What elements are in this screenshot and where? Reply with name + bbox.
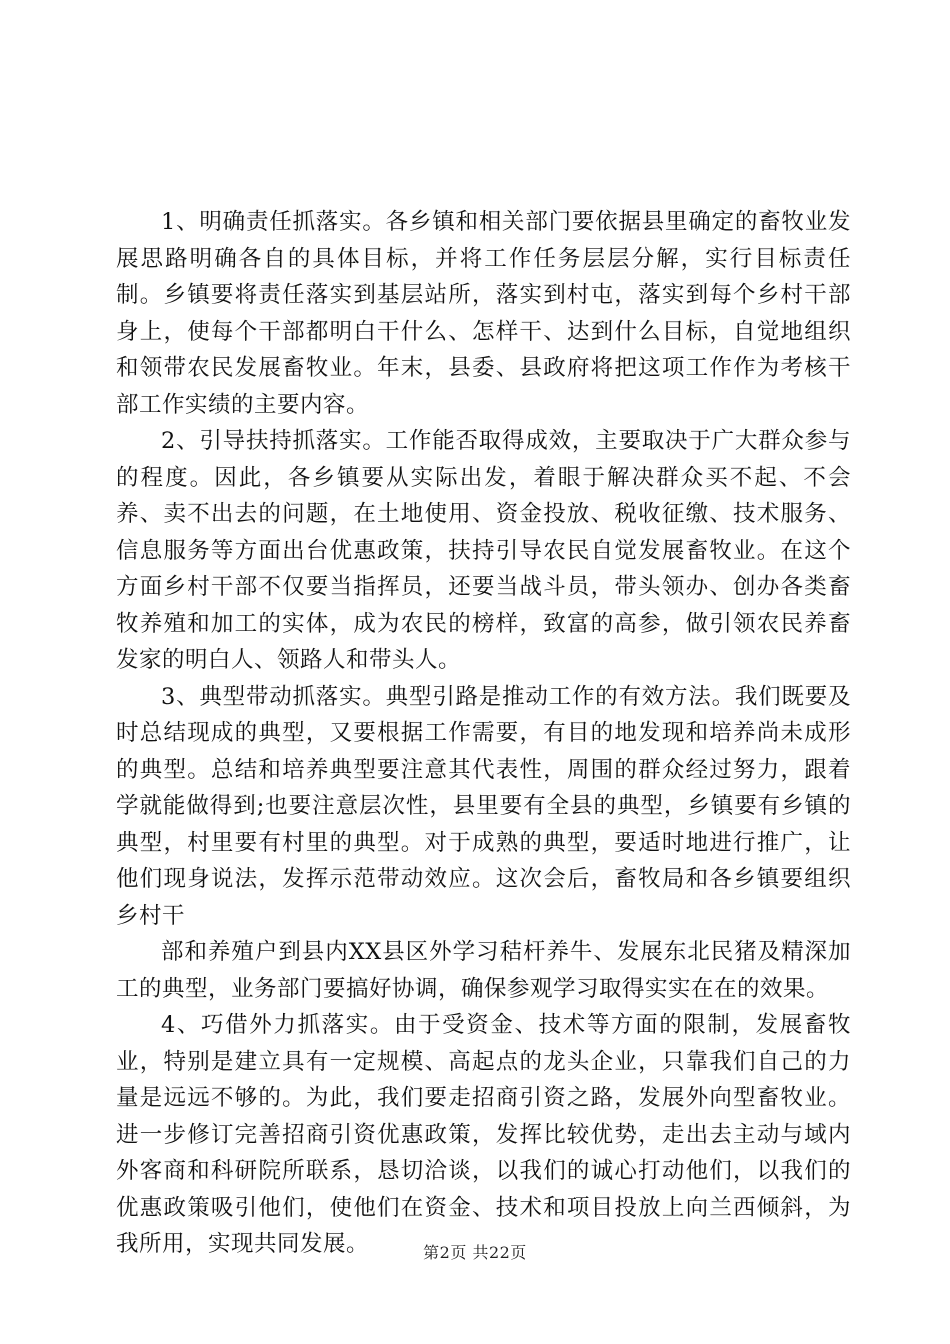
document-body	[116, 204, 851, 1263]
paragraph-4: 4、巧借外力抓落实。由于受资金、技术等方面的限制，发展畜牧业，特别是建立具有一定规模、高起点的龙头企业，只靠我们自己的力量是远远不够的。为此，我们要走招商引资之路，发展外向型畜牧业。进一步修订完善招商引资优惠政策，发挥比较优势，走出去主动与域内外客商和科研院所联系，恳切洽谈，以我们的诚心打动他们，以我们的优惠政策吸引他们，使他们在资金、技术和项目投放上向兰西倾斜，为我所用，实现共同发展。	[116, 1012, 851, 1257]
page-number-footer: 第2页 共22页	[423, 1243, 527, 1262]
paragraph-2: 2、引导扶持抓落实。工作能否取得成效，主要取决于广大群众参与的程度。因此，各乡镇要从实际出发，着眼于解决群众买不起、不会养、卖不出去的问题，在土地使用、资金投放、税收征缴、技术服务、信息服务等方面出台优惠政策，扶持引导农民自觉发展畜牧业。在这个方面乡村干部不仅要当指挥员，还要当战斗员，带头领办、创办各类畜牧养殖和加工的实体，成为农民的榜样，致富的高参，做引领农民养畜发家的明白人、领路人和带头人。	[116, 428, 851, 673]
paragraph-3: 3、典型带动抓落实。典型引路是推动工作的有效方法。我们既要及时总结现成的典型，又要根据工作需要，有目的地发现和培养尚未成形的典型。总结和培养典型要注意其代表性，周围的群众经过努力，跟着学就能做得到;也要注意层次性，县里要有全县的典型，乡镇要有乡镇的典型，村里要有村里的典型。对于成熟的典型，要适时地进行推广，让他们现身说法，发挥示范带动效应。这次会后，畜牧局和各乡镇要组织乡村干	[116, 683, 851, 929]
paragraph-1: 1、明确责任抓落实。各乡镇和相关部门要依据县里确定的畜牧业发展思路明确各自的具体目标，并将工作任务层层分解，实行目标责任制。乡镇要将责任落实到基层站所，落实到村屯，落实到每个乡村干部身上，使每个干部都明白干什么、怎样干、达到什么目标，自觉地组织和领带农民发展畜牧业。年末，县委、县政府将把这项工作作为考核干部工作实绩的主要内容。	[116, 209, 851, 418]
paragraph-3-continued: 部和养殖户到县内XX县区外学习秸杆养牛、发展东北民猪及精深加工的典型，业务部门要搞好协调，确保参观学习取得实实在在的效果。	[116, 939, 851, 1002]
